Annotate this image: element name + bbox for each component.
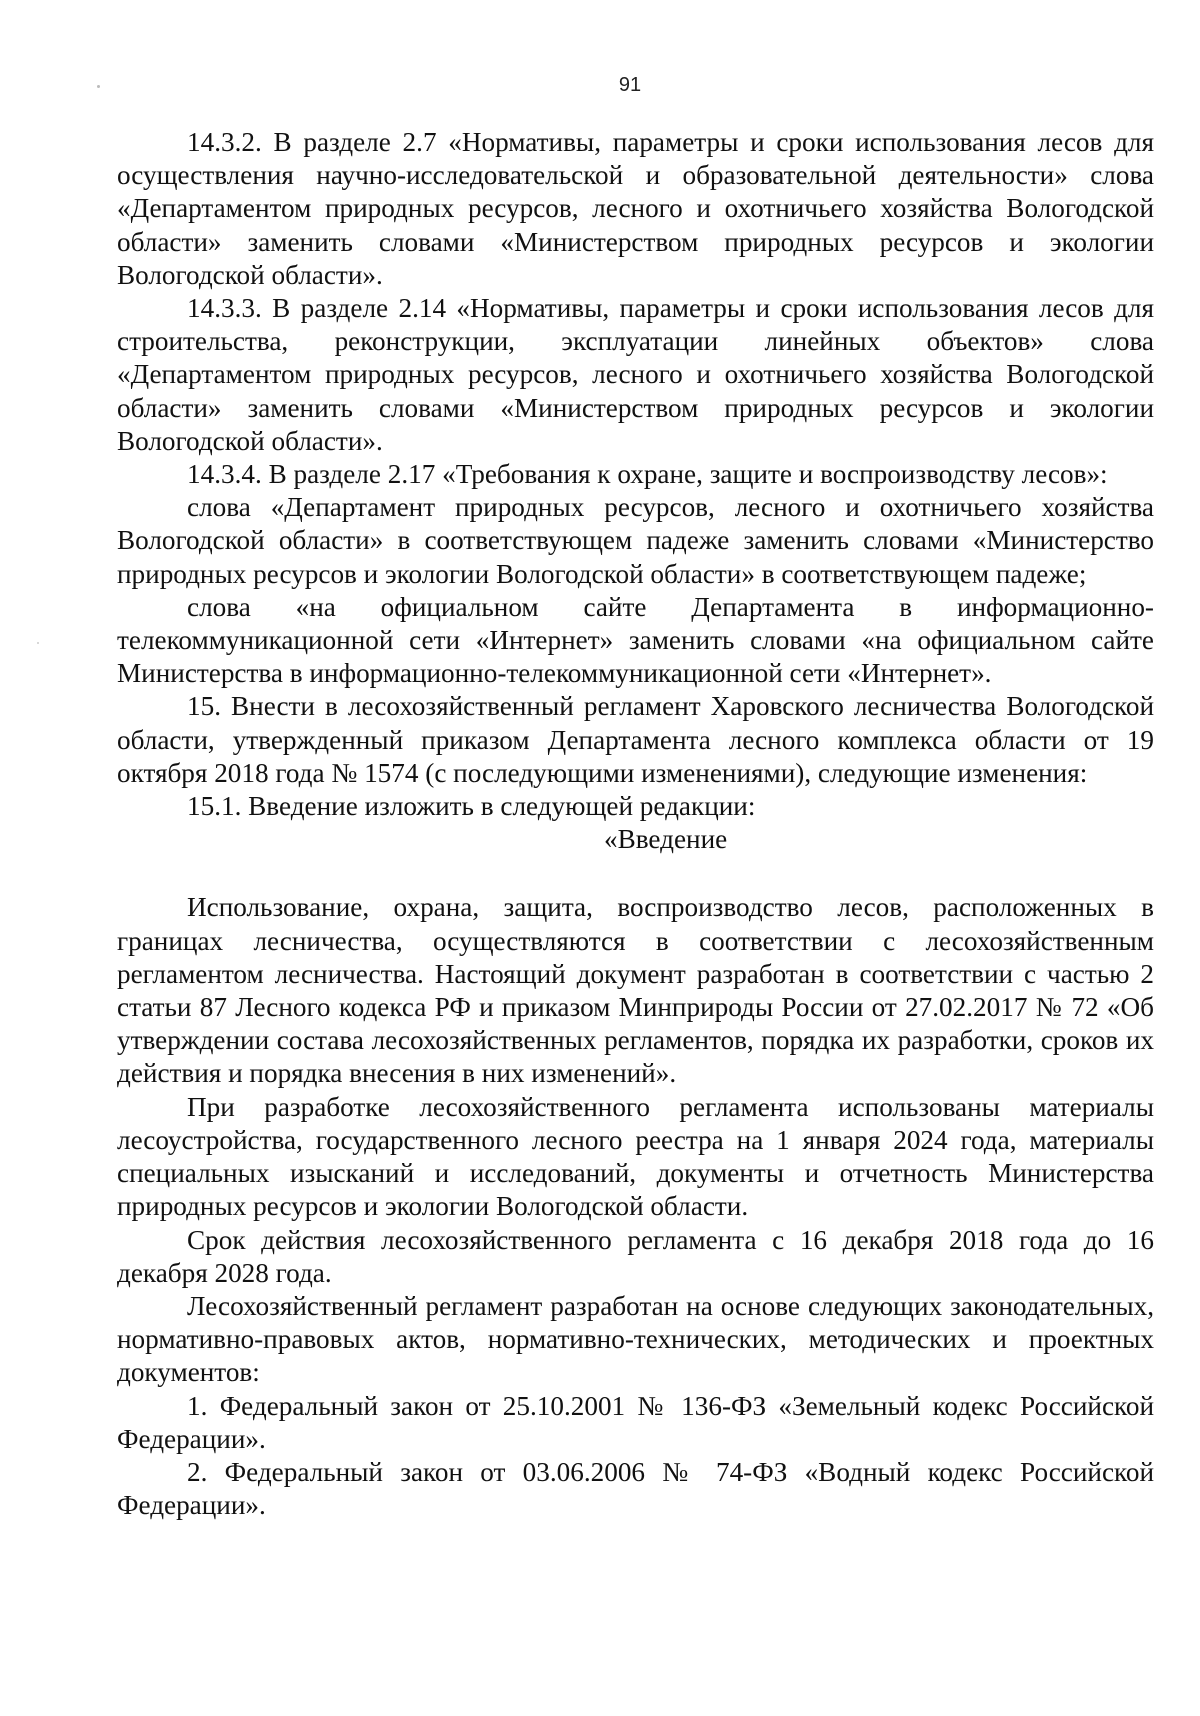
list-item-land-code: 1. Федеральный закон от 25.10.2001 № 136-ФЗ «Земельный кодекс Российской Федерации». (117, 1390, 1154, 1454)
paragraph-14-3-3: 14.3.3. В разделе 2.14 «Нормативы, параметры и сроки использования лесов для строительства, реконструкции, эксплуатации линейных объектов» слова «Департаментом природных ресурсов, лесного и охотничьего хозяйства Вологодской области» заменить словами «Министерством природных ресурсов и экологии Вологодской области». (117, 293, 1154, 456)
scan-speck (37, 642, 39, 644)
list-item-water-code: 2. Федеральный закон от 03.06.2006 № 74-ФЗ «Водный кодекс Российской Федерации». (117, 1456, 1154, 1521)
paragraph-intro-basis: Лесохозяйственный регламент разработан на основе следующих законодательных, нормативно-правовых актов, нормативно-технических, методических и проектных документов: (117, 1290, 1154, 1388)
paragraph-intro-usage: Использование, охрана, защита, воспроизводство лесов, расположенных в границах лесничества, осуществляются в соответствии с лесохозяйственным регламентом лесничества. Настоящий документ разработан в соответствии с частью 2 статьи 87 Лесного кодекса РФ и приказом Минприроды России от 27.02.2017 № 72 «Об утверждении состава лесохозяйственных регламентов, порядка их разработки, сроков их действия и порядка внесения в них изменений». (117, 892, 1154, 1089)
paragraph-intro-materials: При разработке лесохозяйственного регламента использованы материалы лесоустройства, государственного лесного реестра на 1 января 2024 года, материалы специальных изысканий и исследований, документы и отчетность Министерства природных ресурсов и экологии Вологодской области. (117, 1091, 1154, 1222)
section-heading-introduction: «Введение (604, 824, 728, 855)
paragraph-15-1: 15.1. Введение изложить в следующей редакции: (187, 791, 756, 822)
document-body (117, 126, 1154, 1522)
paragraph-14-3-4: 14.3.4. В разделе 2.17 «Требования к охране, защите и воспроизводству лесов»: (187, 459, 1108, 490)
paragraph-15: 15. Внести в лесохозяйственный регламент Харовского лесничества Вологодской области, утвержденный приказом Департамента лесного комплекса области от 19 октября 2018 года № 1574 (с последующими изменениями), следующие изменения: (117, 691, 1154, 788)
paragraph-words-department: слова «Департамент природных ресурсов, лесного и охотничьего хозяйства Вологодской области» в соответствующем падеже заменить словами «Министерство природных ресурсов и экологии Вологодской области» в соответствующем падеже; (117, 492, 1154, 589)
paragraph-words-website: слова «на официальном сайте Департамента в информационно-телекоммуникационной сети «Интернет» заменить словами «на официальном сайте Министерства в информационно-телекоммуникационной сети «Интернет». (117, 591, 1154, 689)
page-number: 91 (618, 74, 642, 96)
paragraph-intro-term: Срок действия лесохозяйственного регламента с 16 декабря 2018 года до 16 декабря 2028 года. (117, 1224, 1154, 1288)
paragraph-14-3-2: 14.3.2. В разделе 2.7 «Нормативы, параметры и сроки использования лесов для осуществления научно-исследовательской и образовательной деятельности» слова «Департаментом природных ресурсов, лесного и охотничьего хозяйства Вологодской области» заменить словами «Министерством природных ресурсов и экологии Вологодской области». (117, 127, 1154, 290)
